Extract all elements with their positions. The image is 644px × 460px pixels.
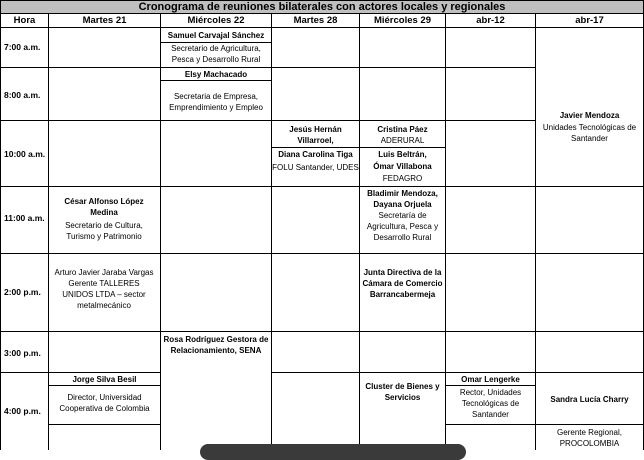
meeting-role: FOLU Santander, UDES (272, 163, 359, 172)
meeting-role: Gerente Regional, PROCOLOMBIA (557, 428, 622, 448)
grid-line (0, 331, 644, 332)
meeting-name: Ómar Villabona (373, 162, 432, 171)
meeting-text: Cluster de Bienes y Servicios (365, 382, 440, 402)
meeting-name: Luis Beltrán, (378, 150, 427, 159)
meeting-name: Rosa Rodríguez Gestora de Relacionamiento, SENA (163, 335, 269, 355)
meeting-text: Arturo Javier Jaraba Vargas Gerente TALLERES UNIDOS LTDA – sector metalmecánico (54, 268, 154, 310)
meeting-role: Secretaría de Agricultura, Pesca y Desarrollo Rural (366, 211, 439, 242)
meeting-role: Unidades Tecnológicas de Santander (542, 123, 637, 143)
grid-line (48, 424, 160, 425)
meeting-role: Rector, Unidades Tecnológicas de Santander (459, 388, 522, 419)
hour-7am: 7:00 a.m. (4, 42, 41, 52)
hour-2pm: 2:00 p.m. (4, 287, 41, 297)
grid-line (271, 28, 272, 450)
meeting-name: Samuel Carvajal Sánchez (167, 31, 265, 40)
grid-line (445, 385, 535, 386)
schedule-title: Cronograma de reuniones bilaterales con actores locales y regionales (0, 0, 644, 14)
meeting-name: Omar Lengerke (461, 375, 520, 384)
grid-line (271, 372, 644, 373)
meeting-role: FEDAGRO (382, 174, 423, 183)
meeting-role: Secretaria de Empresa, Emprendimiento y Empleo (169, 92, 263, 112)
header-miercoles-29: Miércoles 29 (360, 14, 446, 28)
hour-8am: 8:00 a.m. (4, 90, 41, 100)
meeting-name: Javier Mendoza (559, 111, 620, 120)
header-abr-17: abr-17 (536, 14, 644, 28)
meeting-name: Bladimir Mendoza, Dayana Orjuela (367, 189, 438, 209)
grid-line (0, 67, 536, 68)
grid-line (0, 253, 644, 254)
grid-line (271, 147, 359, 148)
meeting-name: Jesús Hernán Villarroel, (289, 125, 342, 145)
grid-line (445, 424, 535, 425)
meeting-role: ADERURAL (380, 136, 425, 145)
meeting-name: Cristina Páez (377, 125, 428, 134)
meeting-name: Elsy Machacado (184, 70, 248, 79)
grid-line (48, 28, 49, 450)
hour-3pm: 3:00 p.m. (4, 348, 41, 358)
grid-line (0, 186, 644, 187)
grid-line (0, 372, 160, 373)
bottom-overlay-bar (200, 444, 466, 460)
meeting-name: Diana Carolina Tiga (278, 150, 353, 159)
hour-11am: 11:00 a.m. (4, 213, 45, 223)
grid-line (160, 80, 271, 81)
hour-10am: 10:00 a.m. (4, 149, 46, 159)
grid-line (535, 424, 644, 425)
grid-line (535, 28, 536, 450)
meeting-name: César Alfonso López Medina (64, 197, 144, 217)
grid-line (48, 385, 160, 386)
header-hora: Hora (0, 14, 49, 28)
meeting-name: Jorge Silva Besil (72, 375, 137, 384)
meeting-role: Secretario de Cultura, Turismo y Patrimonio (65, 221, 143, 241)
hour-4pm: 4:00 p.m. (4, 406, 41, 416)
grid-line (359, 147, 445, 148)
header-miercoles-22: Miércoles 22 (161, 14, 272, 28)
meeting-name: Sandra Lucía Charry (550, 395, 629, 404)
meeting-text: Junta Directiva de la Cámara de Comercio Barrancabermeja (362, 268, 443, 299)
meeting-role: Director, Universidad Cooperativa de Colombia (59, 393, 150, 413)
grid-line (0, 120, 536, 121)
meeting-role: Secretario de Agricultura, Pesca y Desarrollo Rural (171, 44, 261, 64)
header-abr-12: abr-12 (446, 14, 536, 28)
header-martes-28: Martes 28 (272, 14, 360, 28)
header-martes-21: Martes 21 (49, 14, 161, 28)
